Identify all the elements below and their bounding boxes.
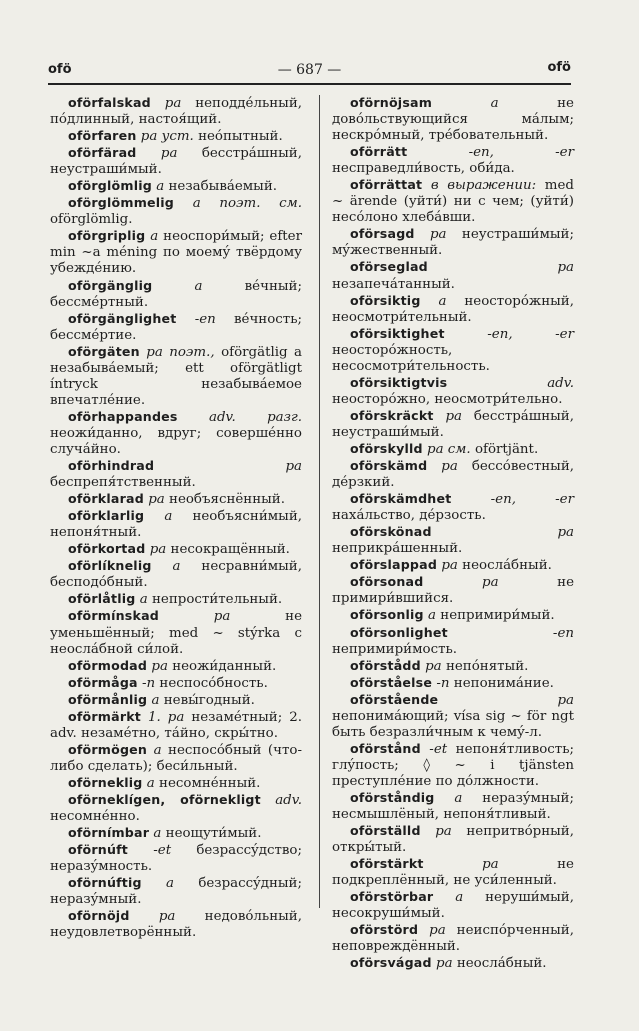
entry-grammar: pa — [436, 956, 453, 972]
entry-translation: не довóльствующийся мáлым; нескрóмный, трéбовательный. — [332, 96, 574, 144]
entry-grammar: adv. разг. — [208, 409, 302, 425]
entry-translation: неосторóжность, несосмотри́тельность. — [332, 342, 490, 374]
dictionary-entry — [50, 95, 302, 128]
page-header — [48, 62, 571, 84]
entry-grammar: a — [490, 96, 499, 111]
dictionary-entry — [50, 458, 302, 491]
dictionary-entry — [50, 344, 302, 409]
entry-headword: oförsagd — [350, 226, 415, 242]
entry-grammar: pa — [164, 96, 182, 111]
entry-headword: oförskämd — [350, 458, 428, 474]
dictionary-entry — [50, 675, 302, 692]
entry-headword: oförklarad — [68, 491, 144, 507]
entry-headword: oförmodad — [68, 657, 148, 673]
entry-grammar: -et — [153, 843, 172, 859]
entry-headword: oförstörbar — [350, 889, 434, 905]
entry-translation: беспрепя́тственный. — [50, 475, 196, 491]
entry-grammar: a — [194, 278, 203, 294]
dictionary-entry — [50, 775, 302, 792]
entry-grammar: pa — [441, 558, 458, 574]
right-column — [332, 95, 574, 972]
entry-grammar: pa — [557, 692, 574, 708]
entry-grammar: pa — [160, 146, 178, 162]
entry-grammar: a — [455, 890, 464, 906]
entry-headword: oförsvágad — [350, 955, 432, 971]
entry-headword: oförkortad — [68, 541, 146, 557]
dictionary-entry — [332, 458, 574, 491]
entry-headword: oförmínskad — [68, 608, 159, 624]
dictionary-entry — [332, 607, 574, 624]
entry-translation: невы́годный. — [163, 692, 255, 708]
dictionary-entry — [50, 875, 302, 908]
dictionary-entry — [50, 709, 302, 742]
dictionary-entry — [50, 825, 302, 842]
entry-translation: бесстрáшный, неустраши́мый. — [50, 146, 302, 178]
entry-grammar: pa — [441, 459, 458, 475]
left-column — [50, 95, 302, 941]
entry-grammar: a — [454, 790, 463, 806]
entry-headword: oförmånlig — [68, 691, 148, 707]
entry-grammar: pa — [435, 824, 452, 840]
entry-headword: oförrättat — [350, 177, 423, 193]
entry-grammar: pa — [482, 575, 499, 591]
entry-translation: неподдéльный, пóдлинный, настоя́щий. — [50, 96, 302, 128]
dictionary-entry — [50, 692, 302, 709]
entry-translation: неосторóжно, неосмотри́тельно. — [332, 391, 563, 407]
dictionary-entry — [50, 491, 302, 508]
entry-grammar: pa — [429, 227, 447, 243]
entry-headword: oförgänglig — [68, 277, 153, 293]
entry-headword: oförlíknelig — [68, 558, 152, 574]
entry-grammar: a — [139, 592, 148, 608]
dictionary-entry — [50, 195, 302, 228]
entry-headword: oförgriplig — [68, 228, 146, 244]
entry-headword: oförhindrad — [68, 458, 155, 474]
dictionary-entry — [332, 375, 574, 408]
dictionary-entry — [332, 823, 574, 856]
entry-grammar: pa — [425, 658, 442, 674]
entry-translation: непрости́тельный. — [152, 592, 283, 608]
entry-grammar: -en — [552, 625, 574, 641]
entry-grammar: pa — [213, 609, 231, 625]
entry-translation: несравни́мый, бесподóбный. — [50, 559, 302, 591]
entry-grammar: -en, -er — [490, 492, 574, 508]
entry-translation: med ~ ärende (уйти́) ни с чем; (уйти́) несóлоно хлебáвши. — [332, 178, 574, 226]
dictionary-entry — [332, 625, 574, 658]
entry-headword: oförgäten — [68, 343, 140, 359]
entry-translation: oförgätlig a незабывáемый; ett oförgätligt íntryck незабывáемое впечатлéние. — [50, 344, 303, 408]
entry-translation: не примири́вшийся. — [332, 575, 574, 607]
entry-grammar: a — [156, 179, 165, 195]
entry-headword: oförmögen — [68, 741, 148, 757]
entry-headword: oförklarlig — [68, 508, 145, 524]
entry-translation: незабывáемый. — [168, 179, 278, 195]
entry-translation: необъясни́мый, непоня́тный. — [50, 509, 302, 541]
entry-translation: неприкрáшенный. — [332, 541, 463, 557]
entry-translation: незамéтный; 2. adv. незамéтно, тáйно, скры́тно. — [50, 709, 302, 741]
entry-grammar: 1. pa — [148, 709, 185, 725]
entry-grammar: pa — [429, 923, 446, 939]
entry-translation: неоспори́мый; efter min ~a méning по моемý твёрдому убеждéнию. — [50, 229, 302, 277]
entry-headword: oförstörd — [350, 922, 419, 938]
dictionary-entry — [50, 908, 302, 941]
entry-headword: oförstånd — [350, 740, 421, 756]
dictionary-entry — [50, 658, 302, 675]
entry-translation: неосторóжный, неосмотри́тельный. — [332, 293, 574, 325]
dictionary-entry — [50, 792, 302, 825]
entry-grammar: -n — [436, 675, 450, 691]
entry-grammar: pa — [482, 857, 499, 873]
entry-translation: неóпытный. — [198, 129, 283, 145]
entry-translation: неожи́данный. — [172, 658, 277, 674]
entry-headword: oförfalskad — [68, 95, 151, 110]
entry-headword: oförnímbar — [68, 825, 150, 841]
entry-translation: неослáбный. — [462, 558, 552, 574]
entry-translation: необъяснённый. — [169, 492, 285, 508]
entry-translation: бессóвестный, дéрзкий. — [332, 459, 574, 491]
entry-headword: oförneklígen, oförnekligt — [68, 791, 261, 807]
dictionary-entry — [50, 145, 302, 178]
dictionary-entry — [332, 259, 574, 292]
entry-translation: неиспóрченный, неповреждённый. — [332, 923, 574, 955]
entry-headword: oförstående — [350, 691, 439, 707]
entry-headword: oförskräckt — [350, 407, 434, 423]
dictionary-entry — [50, 228, 302, 277]
entry-translation: непримири́мость. — [332, 641, 458, 657]
entry-grammar: -en, -er — [487, 326, 574, 342]
entry-translation: неощути́мый. — [165, 826, 262, 842]
dictionary-entry — [50, 608, 302, 657]
entry-grammar: a — [172, 559, 181, 575]
entry-headword: oförglömmelig — [68, 195, 175, 211]
entry-translation: несомнéнный. — [159, 775, 261, 791]
entry-grammar: a — [150, 229, 159, 245]
dictionary-entry — [50, 409, 302, 458]
entry-grammar: a — [153, 826, 162, 842]
column-divider — [319, 95, 320, 908]
entry-translation: неспосóбный (что-либо сделать); беси́льный. — [50, 742, 303, 774]
entry-headword: oförsiktig — [350, 292, 421, 308]
entry-headword: oförsiktighet — [350, 325, 445, 341]
entry-translation: неспосóбность. — [159, 675, 268, 691]
entry-grammar: -n — [142, 675, 156, 691]
entry-headword: oförgänglighet — [68, 310, 177, 326]
dictionary-entry — [50, 311, 302, 344]
dictionary-entry — [332, 574, 574, 607]
entry-grammar: pa см. — [427, 441, 471, 457]
entry-headword: oförneklig — [68, 774, 143, 790]
entry-grammar: -en, -er — [468, 145, 574, 161]
entry-headword: oförnöjd — [68, 908, 130, 924]
entry-translation: непонимáющий; vísa sig ~ för ngt быть безразли́чным к чемý-л. — [332, 708, 574, 740]
dictionary-entry — [50, 842, 302, 875]
entry-grammar: a — [151, 692, 160, 708]
dictionary-entry — [332, 658, 574, 675]
entry-grammar: pa — [557, 260, 574, 276]
entry-headword: oförslappad — [350, 557, 438, 573]
entry-translation: недовóльный, неудовлетворённый. — [50, 909, 302, 941]
entry-headword: oförsonad — [350, 574, 424, 590]
dictionary-entry — [50, 278, 302, 311]
entry-translation: непóнятый. — [445, 658, 529, 674]
running-head-right: ofö — [547, 60, 571, 75]
entry-grammar: a — [438, 293, 447, 309]
dictionary-entry — [332, 408, 574, 441]
entry-translation: неруши́мый, несокруши́мый. — [332, 890, 574, 922]
dictionary-entry — [332, 675, 574, 692]
entry-headword: oförseglad — [350, 259, 428, 275]
entry-headword: oförsonlig — [350, 607, 424, 623]
entry-grammar: pa — [445, 408, 463, 424]
entry-grammar: -en — [194, 311, 216, 327]
entry-translation: oförtjänt. — [474, 441, 539, 457]
entry-translation: не подкреплённый, не уси́ленный. — [332, 857, 574, 889]
entry-headword: oförrätt — [350, 144, 408, 160]
entry-headword: oförskylld — [350, 440, 423, 456]
entry-grammar: a — [166, 876, 175, 892]
dictionary-entry — [332, 955, 574, 972]
entry-translation: неразýмный; несмышлёный, непоня́тливый. — [332, 790, 574, 823]
entry-translation: безрассýдный; неразýмный. — [50, 876, 302, 908]
entry-headword: oförståndig — [350, 789, 435, 805]
dictionary-entry — [332, 144, 574, 177]
entry-translation: бесстрáшный, неустраши́мый. — [332, 408, 574, 440]
entry-grammar: в выражении: — [430, 178, 537, 194]
entry-translation: несомнéнно. — [50, 809, 140, 825]
entry-translation: не уменьшённый; med ~ stýrka с неослáбной си́лой. — [50, 609, 302, 657]
entry-translation: вéчность; бессмéртие. — [50, 311, 302, 343]
dictionary-entry — [332, 95, 574, 144]
entry-grammar: pa — [158, 909, 176, 925]
entry-grammar: pa — [148, 492, 165, 508]
entry-translation: непритвóрный, откры́тый. — [332, 824, 574, 856]
entry-translation: непонимáние. — [453, 675, 554, 691]
entry-headword: oförståelse — [350, 674, 433, 690]
dictionary-entry — [332, 326, 574, 375]
entry-headword: oförmåga — [68, 674, 138, 690]
entry-translation: несокращённый. — [170, 542, 290, 558]
dictionary-entry — [50, 128, 302, 145]
entry-grammar: pa — [557, 525, 574, 541]
entry-headword: oförmärkt — [68, 708, 142, 724]
dictionary-entry — [332, 524, 574, 557]
entry-headword: oförsonlighet — [350, 624, 448, 640]
running-head-left: ofö — [48, 62, 72, 77]
entry-translation: неожи́данно, вдруг; совершéнно случáйно. — [50, 425, 302, 457]
dictionary-entry — [332, 741, 574, 790]
entry-grammar: pa уст. — [140, 129, 194, 145]
dictionary-entry — [50, 558, 302, 591]
dictionary-entry — [50, 541, 302, 558]
dictionary-entry — [332, 441, 574, 458]
entry-grammar: -et — [429, 741, 448, 757]
dictionary-entry — [332, 692, 574, 741]
page-number: — 687 — — [277, 62, 342, 78]
dictionary-entry — [332, 889, 574, 922]
entry-headword: oförnúft — [68, 842, 129, 858]
entry-headword: oförstärkt — [350, 856, 424, 872]
entry-headword: oförlåtlig — [68, 591, 136, 607]
entry-grammar: pa — [149, 542, 167, 558]
entry-translation: безрассýдство; неразýмность. — [50, 843, 302, 875]
dictionary-entry — [332, 177, 574, 226]
dictionary-entry — [50, 178, 302, 195]
entry-grammar: pa поэт., — [146, 344, 215, 360]
entry-headword: oförskönad — [350, 524, 432, 540]
entry-headword: oförsiktigtvis — [350, 374, 448, 390]
entry-headword: oförnöjsam — [350, 95, 433, 110]
dictionary-entry — [332, 856, 574, 889]
dictionary-entry — [332, 790, 574, 823]
entry-translation: нахáльство, дéрзость. — [332, 508, 486, 524]
entry-headword: oförglömlig — [68, 178, 152, 194]
entry-translation: непримири́мый. — [440, 608, 555, 624]
dictionary-entry — [50, 508, 302, 541]
entry-grammar: a поэт. см. — [192, 196, 302, 212]
entry-headword: oförfaren — [68, 128, 137, 144]
entry-grammar: adv. — [547, 375, 574, 391]
entry-grammar: a — [153, 742, 162, 758]
dictionary-entry — [332, 293, 574, 326]
dictionary-entry — [332, 557, 574, 574]
entry-translation: неустраши́мый; мýжественный. — [332, 227, 574, 259]
entry-translation: незапечáтанный. — [332, 276, 455, 292]
dictionary-entry — [50, 591, 302, 608]
dictionary-entry — [332, 226, 574, 259]
entry-headword: oförfärad — [68, 145, 137, 161]
entry-headword: oförställd — [350, 823, 421, 839]
entry-grammar: a — [164, 509, 173, 525]
entry-translation: несправедли́вость, оби́да. — [332, 161, 515, 177]
entry-grammar: pa — [151, 658, 168, 674]
entry-grammar: adv. — [275, 792, 302, 808]
header-rule — [48, 83, 571, 85]
entry-grammar: pa — [285, 459, 302, 475]
dictionary-entry — [50, 742, 302, 775]
entry-translation: oförglömlig. — [50, 212, 133, 228]
entry-headword: oförskämdhet — [350, 491, 452, 507]
entry-translation: непоня́тливость; глýпость; ◊ ~ i tjänsten преступлéние по дóлжности. — [332, 741, 574, 789]
entry-grammar: a — [428, 608, 437, 624]
entry-headword: oförhappandes — [68, 408, 178, 424]
entry-translation: неослáбный. — [456, 956, 547, 972]
dictionary-entry — [332, 491, 574, 524]
dictionary-entry — [332, 922, 574, 955]
entry-headword: oförnúftig — [68, 875, 142, 891]
entry-headword: oförstådd — [350, 657, 421, 673]
entry-grammar: a — [146, 775, 155, 791]
entry-translation: вéчный; бессмéртный. — [50, 278, 302, 310]
